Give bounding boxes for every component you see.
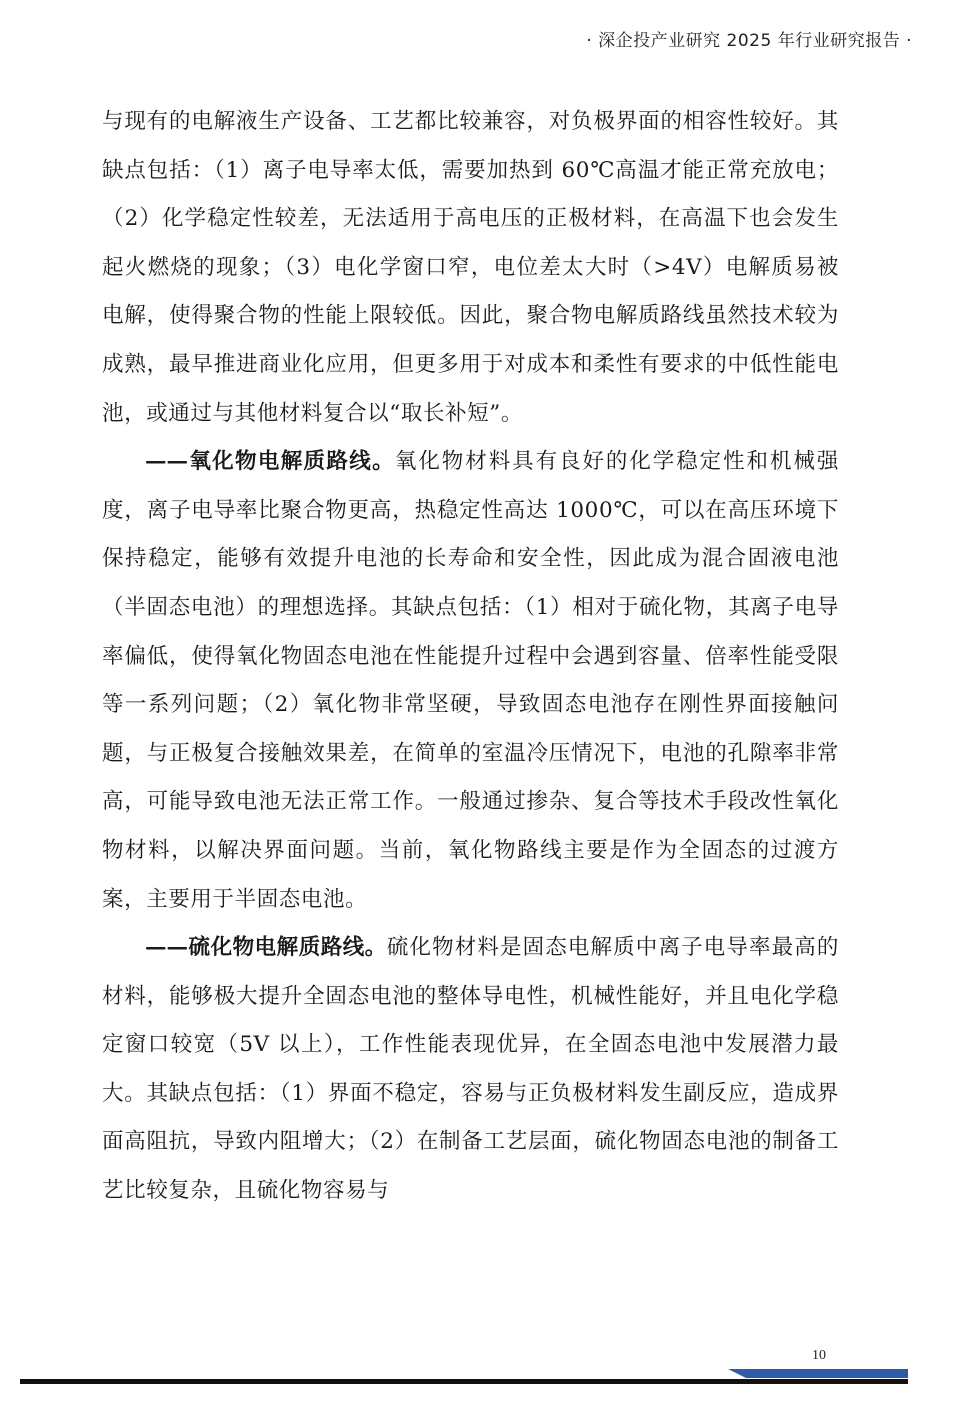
page-footer <box>0 1340 968 1412</box>
section-lead-oxide: ——氧化物电解质路线。 <box>145 449 395 475</box>
section-lead-sulfide: ——硫化物电解质路线。 <box>145 935 387 961</box>
paragraph-sulfide-route <box>102 924 839 1216</box>
footer-rule <box>20 1379 908 1384</box>
page-header: · 深企投产业研究 2025 年行业研究报告 · <box>586 31 912 51</box>
paragraph-sulfide-text: 硫化物材料是固态电解质中离子电导率最高的材料，能够极大提升全固态电池的整体导电性，机械性能好，并且电化学稳定窗口较宽（5V 以上），工作性能表现优异，在全固态电池中发展潜力最大。其缺点包括：（1）界面不稳定，容易与正负极材料发生副反应，造成界面高阻抗，导致内阻增大；（2）在制备工艺层面，硫化物固态电池的制备工艺比较复杂，且硫化物容易与 <box>102 935 839 1204</box>
page-number: 10 <box>812 1348 826 1363</box>
footer-accent-stripe <box>728 1369 908 1378</box>
paragraph-polymer-drawbacks: 与现有的电解液生产设备、工艺都比较兼容，对负极界面的相容性较好。其缺点包括：（1）离子电导率太低，需要加热到 60℃高温才能正常充放电；（2）化学稳定性较差，无法适用于高电压的正极材料，在高温下也会发生起火燃烧的现象；（3）电化学窗口窄，电位差太大时（>4V）电解质易被电解，使得聚合物的性能上限较低。因此，聚合物电解质路线虽然技术较为成熟，最早推进商业化应用，但更多用于对成本和柔性有要求的中低性能电池，或通过与其他材料复合以“取长补短”。 <box>102 109 839 426</box>
document-body <box>102 98 839 1216</box>
paragraph-oxide-route <box>102 438 839 924</box>
paragraph-oxide-text: 氧化物材料具有良好的化学稳定性和机械强度，离子电导率比聚合物更高，热稳定性高达 1000℃，可以在高压环境下保持稳定，能够有效提升电池的长寿命和安全性，因此成为混合固液电池（半固态电池）的理想选择。其缺点包括：（1）相对于硫化物，其离子电导率偏低，使得氧化物固态电池在性能提升过程中会遇到容量、倍率性能受限等一系列问题；（2）氧化物非常坚硬，导致固态电池存在刚性界面接触问题，与正极复合接触效果差，在简单的室温冷压情况下，电池的孔隙率非常高，可能导致电池无法正常工作。一般通过掺杂、复合等技术手段改性氧化物材料，以解决界面问题。当前，氧化物路线主要是作为全固态的过渡方案，主要用于半固态电池。 <box>102 449 839 912</box>
